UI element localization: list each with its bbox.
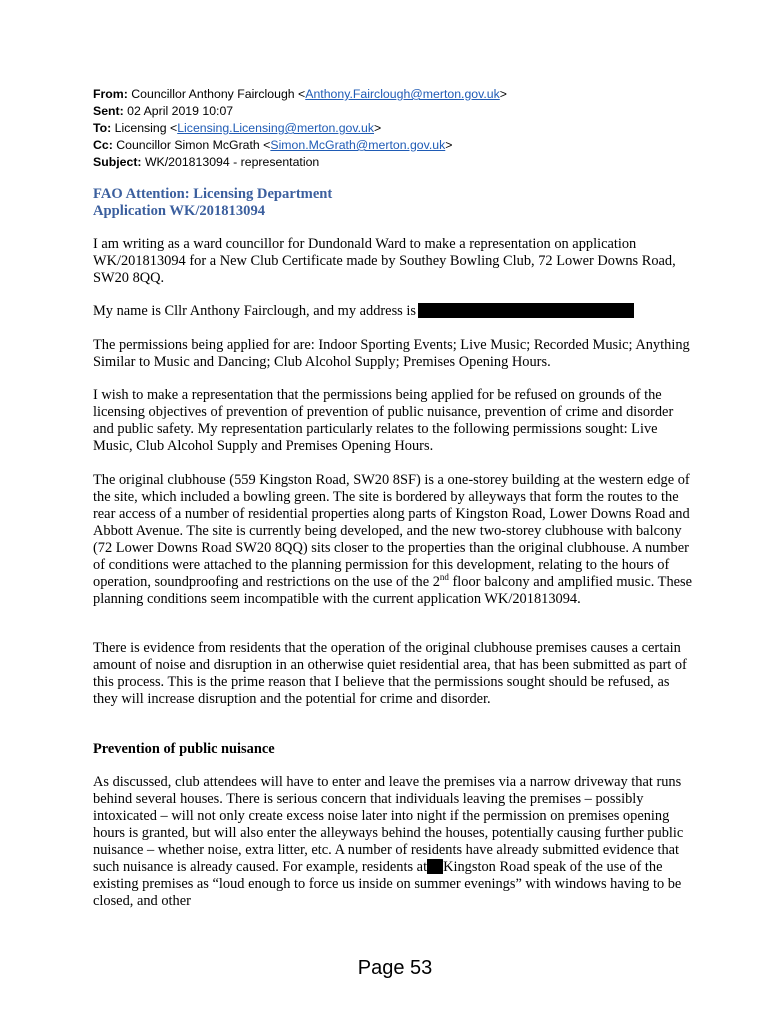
cc-name: Councillor Simon McGrath: [116, 138, 260, 152]
clubhouse-text-before: The original clubhouse (559 Kingston Road, SW20 8SF) is a one-storey building at the western edge of the site, which included a bowling green. The site is bordered by alleyways that form the routes to the rear access of a number of residential properties along parts of Kingston Road, Lower Downs Road and Abbott Avenue. The site is currently being developed, and the new two-storey clubhouse with balcony (72 Lower Downs Road SW20 8QQ) sits closer to the properties than the original clubhouse. A number of conditions were attached to the planning permission for this development, relating to the hours of operation, soundproofing and restrictions on the use of the 2: [93, 472, 690, 590]
sent-label: Sent:: [93, 104, 124, 118]
redacted-house-number: [427, 859, 443, 874]
paragraph-permissions: The permissions being applied for are: Indoor Sporting Events; Live Music; Recorded Music; Anything Similar to Music and Dancing; Club Alcohol Supply; Premises Opening Hours.: [93, 337, 690, 370]
page-number: Page 53: [357, 957, 433, 979]
fao-heading: [93, 186, 693, 220]
fao-line-2: Application WK/201813094: [93, 203, 266, 219]
clubhouse-text-after: floor balcony and amplified music. These planning conditions seem incompatible with the current application WK/201813094.: [93, 574, 693, 607]
nuisance-text-before: As discussed, club attendees will have to enter and leave the premises via a narrow driveway that runs behind several houses. There is serious concern that individuals leaving the premises – possibly intoxicated – will not only create excess noise later into night if the permission on premises opening hours is granted, but will also enter the alleyways behind the houses, potentially causing further public nuisance – whether noise, extra litter, etc. A number of residents have already submitted evidence that such nuisance is already caused. For example, residents at: [93, 774, 684, 875]
paragraph-representation: I wish to make a representation that the permissions being applied for be refused on grounds of the licensing objectives of prevention of prevention of public nuisance, prevention of crime and disorder and public safety. My representation particularly relates to the following permissions sought: Live Music, Club Alcohol Supply and Premises Opening Hours.: [93, 387, 674, 454]
cc-line: Cc: Councillor Simon McGrath <Simon.McGrath@merton.gov.uk>: [93, 138, 453, 152]
paragraph-nuisance: [93, 774, 693, 910]
sent-value: 02 April 2019 10:07: [127, 104, 234, 118]
subject-line: [93, 154, 507, 171]
heading-public-nuisance: Prevention of public nuisance: [93, 741, 275, 757]
name-address-text: My name is Cllr Anthony Fairclough, and my address is: [93, 303, 416, 319]
to-email-link[interactable]: Licensing.Licensing@merton.gov.uk: [177, 121, 375, 135]
subject-value: WK/201813094 - representation: [144, 155, 320, 169]
redacted-address: [418, 303, 634, 318]
to-line: To: Licensing <Licensing.Licensing@merton.gov.uk>: [93, 121, 382, 135]
to-name: Licensing: [114, 121, 167, 135]
email-header: [93, 86, 507, 171]
from-line: From: Councillor Anthony Fairclough <Anthony.Fairclough@merton.gov.uk>: [93, 87, 507, 101]
paragraph-intro: I am writing as a ward councillor for Dundonald Ward to make a representation on application WK/201813094 for a New Club Certificate made by Southey Bowling Club, 72 Lower Downs Road, SW20 8QQ.: [93, 236, 676, 286]
to-label: To:: [93, 121, 112, 135]
sent-line: [93, 103, 507, 120]
paragraph-name-address: [93, 303, 693, 320]
ordinal-superscript: nd: [439, 572, 449, 582]
cc-label: Cc:: [93, 138, 113, 152]
from-email-link[interactable]: Anthony.Fairclough@merton.gov.uk: [305, 87, 500, 101]
paragraph-clubhouse: [93, 472, 693, 608]
cc-email-link[interactable]: Simon.McGrath@merton.gov.uk: [270, 138, 446, 152]
from-name: Councillor Anthony Fairclough: [131, 87, 295, 101]
nuisance-text-after: Kingston Road speak of the use of the existing premises as “loud enough to force us inside on summer evenings” with windows having to be closed, and other: [93, 859, 682, 909]
paragraph-evidence: There is evidence from residents that the operation of the original clubhouse premises causes a certain amount of noise and disruption in an otherwise quiet residential area, that has been submitted as part of this process. This is the prime reason that I believe that the permissions sought should be refused, as they will increase disruption and the potential for crime and disorder.: [93, 640, 687, 707]
fao-line-1: FAO Attention: Licensing Department: [93, 186, 333, 202]
from-label: From:: [93, 87, 128, 101]
subject-label: Subject:: [93, 155, 142, 169]
